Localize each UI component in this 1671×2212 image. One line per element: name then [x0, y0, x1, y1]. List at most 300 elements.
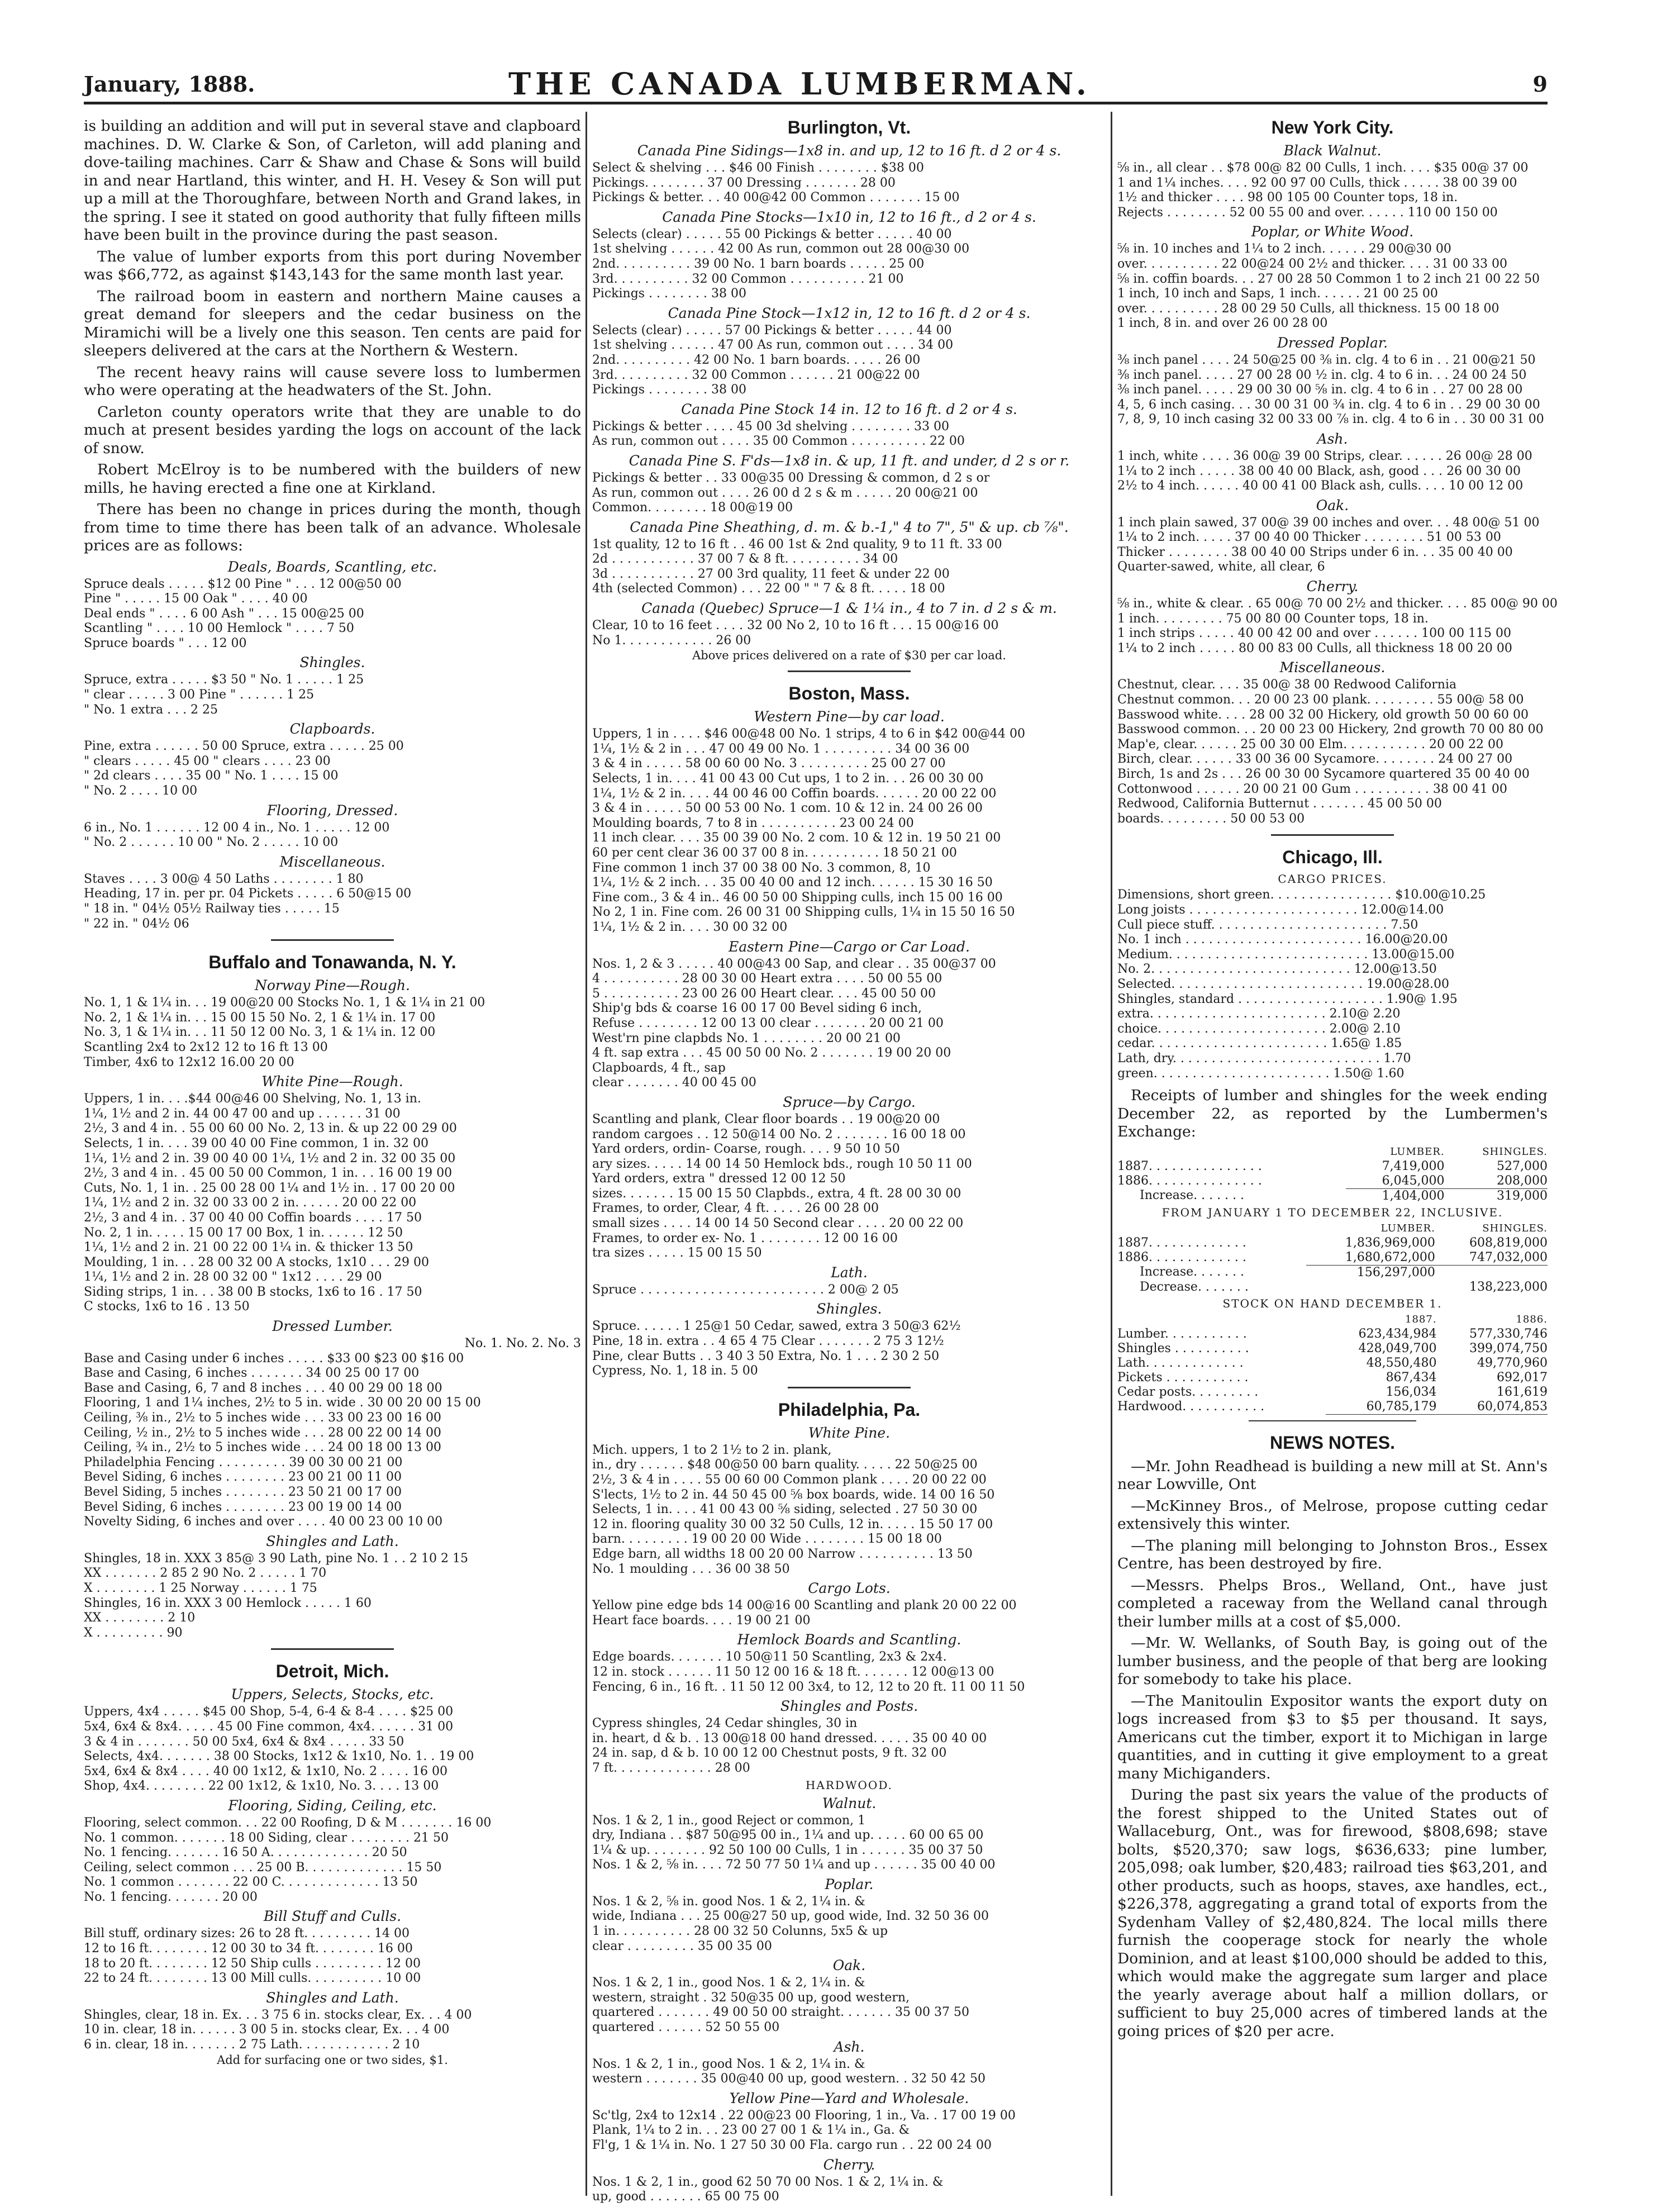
uppers-title: Uppers, Selects, Stocks, etc. — [231, 1686, 434, 1703]
poplar-white-list — [1117, 242, 1548, 331]
price-row: Edge barn, all widths 18 00 20 00 Narrow . . . . . . . . . . 13 50 — [592, 1547, 973, 1561]
price-row: No. 2. . . . . . . . . . . . . . . . . . . . . . . . . . 12.00@13.50 — [1117, 962, 1437, 977]
price-row: Heart face boards. . . . 19 00 21 00 — [592, 1613, 811, 1628]
price-row: clear . . . . . . . 40 00 45 00 — [592, 1076, 756, 1090]
price-row: Cull piece stuff. . . . . . . . . . . . . . . . . . . . . . . 7.50 — [1117, 917, 1418, 932]
b2-title: Canada Pine Stocks—1x10 in, 12 to 16 ft., d 2 or 4 s. — [662, 208, 1036, 225]
price-row: 3rd. . . . . . . . . . 32 00 Common . . . . . . 21 00@22 00 — [592, 368, 920, 382]
price-row: Ceiling, ⅜ in., 2½ to 5 inches wide . . . 33 00 23 00 16 00 — [84, 1411, 441, 1425]
price-row: X . . . . . . . . . 90 — [84, 1625, 183, 1640]
price-row: Scantling " . . . . 10 00 Hemlock " . . . . 7 50 — [84, 621, 354, 636]
price-row: 1¼, 1½ and 2 in. 21 00 22 00 1¼ in. & thicker 13 50 — [84, 1240, 413, 1255]
price-row: 1st quality, 12 to 16 ft . . 46 00 1st & 2nd quality, 9 to 11 ft. 33 00 — [592, 537, 1002, 551]
table-cell: 608,819,000 — [1469, 1235, 1548, 1250]
price-row: Frames, to order ex- No. 1 . . . . . . . . 12 00 16 00 — [592, 1231, 898, 1245]
price-row: Clear, 10 to 16 feet . . . . 32 00 No 2, 10 to 16 ft . . . 15 00@16 00 — [592, 619, 999, 633]
price-row: Bevel Siding, 6 inches . . . . . . . . 23 00 19 00 14 00 — [84, 1500, 402, 1514]
shingles-title: Shingles. — [299, 654, 365, 671]
price-row: No. 3, 1 & 1¼ in. . . 11 50 12 00 No. 3, 1 & 1¼ in. 12 00 — [84, 1025, 436, 1040]
news-paragraph: —Mr. W. Wellanks, of South Bay, is going out of the lumber business, and the people of that berg are looking for somebody to take his place. — [1117, 1634, 1548, 1688]
price-row: Pine, clear Butts . . 3 40 3 50 Extra, No. 1 . . . 2 30 2 50 — [592, 1349, 940, 1363]
norway-list — [84, 996, 581, 1070]
price-row: 6 in. clear, 18 in. . . . . . . 2 75 Lath. . . . . . . . . . . . 2 10 — [84, 2038, 420, 2052]
price-row: Bill stuff, ordinary sizes: 26 to 28 ft. . . . . . . . . 14 00 — [84, 1926, 410, 1941]
price-row: No. 1 common . . . . . . . 22 00 C. . . . . . . . . . . . . 13 50 — [84, 1875, 418, 1890]
price-row: 22 to 24 ft. . . . . . . . 13 00 Mill culls. . . . . . . . . . 10 00 — [84, 1971, 421, 1986]
price-row: Birch, clear. . . . . . 33 00 36 00 Sycamore. . . . . . . . 24 00 27 00 — [1117, 752, 1513, 767]
receipts-increase-lumber: 1,404,000 — [1382, 1188, 1445, 1203]
price-row: " 2d clears . . . . 35 00 " No. 1 . . . . 15 00 — [84, 769, 339, 783]
price-row: cedar. . . . . . . . . . . . . . . . . . . . . . . 1.65@ 1.85 — [1117, 1036, 1402, 1051]
philadelphia-heading: Philadelphia, Pa. — [778, 1399, 921, 1420]
price-row: Pine " . . . . . 15 00 Oak " . . . . 40 00 — [84, 592, 308, 606]
price-row: Yellow pine edge bds 14 00@16 00 Scantling and plank 20 00 22 00 — [592, 1599, 1017, 1613]
price-row: Scantling and plank, Clear floor boards . . 19 00@20 00 — [592, 1112, 940, 1126]
receipts-table — [1117, 1145, 1548, 1203]
price-row: Selects, 1 in. . . . 41 00 43 00 Cut ups, 1 to 2 in. . . 26 00 30 00 — [592, 772, 984, 786]
price-row: Selects, 1 in. . . . 41 00 43 00 ⅝ siding, selected . 27 50 30 00 — [592, 1502, 978, 1517]
b7-list — [592, 619, 1106, 648]
price-row: Spruce boards " . . . 12 00 — [84, 636, 247, 650]
price-row: ⅜ inch panel. . . . . 29 00 30 00 ⅝ in. clg. 4 to 6 in . . 27 00 28 00 — [1117, 383, 1523, 397]
price-row: extra. . . . . . . . . . . . . . . . . . . . . . . 2.10@ 2.20 — [1117, 1007, 1401, 1021]
b5-title: Canada Pine S. F'ds—1x8 in. & up, 11 ft. and under, d 2 s or r. — [629, 452, 1070, 469]
cargo-prices-title: CARGO PRICES. — [1278, 872, 1387, 886]
ny-oak-list — [1117, 516, 1548, 575]
price-row: 2nd. . . . . . . . . . 42 00 No. 1 barn boards. . . . . 26 00 — [592, 353, 921, 367]
b7-title: Canada (Quebec) Spruce—1 & 1¼ in., 4 to 7 in. d 2 s & m. — [641, 600, 1057, 617]
b4-list — [592, 420, 1106, 449]
table-row — [1117, 1342, 1548, 1356]
section-divider — [271, 1648, 394, 1650]
walnut-list — [592, 1814, 1106, 1873]
news-paragraph: During the past six years the value of the products of the forest shipped to the United States out of Wallaceburg, Ont., was for firewood, $808,698; stave bolts, $520,370; saw logs, $636,633; pine lumber, 205,098; oak lumber, $20,483; railroad ties $63,201, and other products, such as hoops, staves, axe handles, ect., $226,378, aggregating a grand total of exports from the Sydenham Valley of $2,480,824. The local mills there furnish the cooperage stock for nearly the whole Dominion, and at least $100,000 should be added to this, which would make the aggregate sum larger and place the yearly average about half a million dollars, or sufficient to buy 25,000 acres of timbered lands at the going prices of $20 per acre. — [1117, 1786, 1548, 2040]
price-row: quartered . . . . . . . 49 00 50 00 straight. . . . . . . 35 00 37 50 — [592, 2005, 969, 2020]
table-cell: 208,000 — [1445, 1174, 1548, 1189]
price-row: up, good . . . . . . . 65 00 75 00 — [592, 2190, 779, 2204]
table-cell: 6,045,000 — [1346, 1174, 1445, 1189]
price-row: green. . . . . . . . . . . . . . . . . . . . . . . 1.50@ 1.60 — [1117, 1066, 1405, 1081]
cherry-list — [592, 2175, 1106, 2205]
price-row: S'lects, 1½ to 2 in. 44 50 45 00 ⅝ box boards, wide. 14 00 16 50 — [592, 1487, 995, 1502]
price-row: Ceiling, select common . . . 25 00 B. . . . . . . . . . . . . 15 50 — [84, 1860, 442, 1875]
table-cell: 1887. . . . . . . . . . . . . — [1117, 1235, 1246, 1250]
price-row: Cypress, No. 1, 18 in. 5 00 — [592, 1364, 758, 1378]
western-pine-list — [592, 727, 1106, 935]
from-increase-label: Increase. . . . . . . — [1140, 1265, 1245, 1279]
table-cell: 577,330,746 — [1469, 1326, 1548, 1341]
price-row: " 18 in. " 04½ 05½ Railway ties . . . . . 15 — [84, 902, 340, 916]
article-paragraph: The recent heavy rains will cause severe loss to lumbermen who were operating at the headwaters of the St. John. — [84, 363, 581, 399]
table-cell: 747,032,000 — [1435, 1250, 1548, 1266]
news-paragraph: —Mr. John Readhead is building a new mill at St. Ann's near Lowville, Ont — [1117, 1457, 1548, 1493]
price-row: Fine com., 3 & 4 in.. 46 00 50 00 Shipping culls, inch 15 00 16 00 — [592, 890, 1003, 905]
b6-title: Canada Pine Sheathing, d. m. & b.-1," 4 to 7", 5" & up. cb ⅞". — [630, 518, 1069, 535]
price-row: Shop, 4x4. . . . . . . . 22 00 1x12, & 1x10, No. 3. . . . 13 00 — [84, 1779, 439, 1794]
price-row: XX . . . . . . . . 2 10 — [84, 1611, 196, 1625]
price-row: Rejects . . . . . . . . 52 00 55 00 and over. . . . . . 110 00 150 00 — [1117, 205, 1498, 220]
dressed-title: Dressed Lumber. — [272, 1318, 393, 1335]
from-col-shingles: SHINGLES. — [1482, 1222, 1548, 1234]
price-row: choice. . . . . . . . . . . . . . . . . . . . . . 2.00@ 2.10 — [1117, 1021, 1401, 1036]
table-cell: 48,550,480 — [1366, 1355, 1437, 1370]
price-row: Nos. 1 & 2, 1 in., good Reject or common, 1 — [592, 1813, 866, 1828]
from-decrease-shingles: 138,223,000 — [1469, 1279, 1548, 1294]
price-row: Ceiling, ¾ in., 2½ to 5 inches wide . . . 24 00 18 00 13 00 — [84, 1440, 441, 1455]
price-row: Pine, extra . . . . . . 50 00 Spruce, extra . . . . . 25 00 — [84, 739, 404, 754]
price-row: ⅜ inch panel . . . . 24 50@25 00 ⅜ in. clg. 4 to 6 in . . 21 00@21 50 — [1117, 353, 1536, 367]
masthead-rule — [84, 102, 1548, 104]
price-row: 12 to 16 ft. . . . . . . . 12 00 30 to 34 ft. . . . . . . . 16 00 — [84, 1942, 413, 1956]
ny-cherry-list — [1117, 597, 1558, 656]
price-row: Uppers, 4x4 . . . . . $45 00 Shop, 5-4, 6-4 & 8-4 . . . . $25 00 — [84, 1705, 454, 1719]
detroit-shingles-list — [84, 2008, 581, 2053]
price-row: quartered . . . . . . 52 50 55 00 — [592, 2020, 780, 2035]
price-row: Fencing, 6 in., 16 ft. . 11 50 12 00 3x4, to 12, 12 to 20 ft. 11 00 11 50 — [592, 1680, 1025, 1694]
shingles-posts-list — [592, 1716, 1106, 1776]
article-paragraph: There has been no change in prices during the month, though from time to time there has been talk of an advance. Wholesale prices are as follows: — [84, 501, 581, 554]
price-row: 12 in. stock . . . . . . 11 50 12 00 16 & 18 ft. . . . . . . 12 00@13 00 — [592, 1664, 994, 1679]
shingles-lath-title: Shingles and Lath. — [266, 1533, 399, 1549]
price-row: 1½ and thicker . . . . 98 00 105 00 Counter tops, 18 in. — [1117, 191, 1458, 205]
table-cell: 867,434 — [1386, 1370, 1437, 1385]
issue-date: January, 1888. — [84, 72, 255, 97]
price-row: 5x4, 6x4 & 8x4. . . . . 45 00 Fine common, 4x4. . . . . . 31 00 — [84, 1719, 454, 1734]
buffalo-heading: Buffalo and Tonawanda, N. Y. — [208, 952, 456, 973]
price-row: Spruce. . . . . . 1 25@1 50 Cedar, sawed, extra 3 50@3 62½ — [592, 1319, 961, 1334]
price-row: sizes. . . . . . . 15 00 15 50 Clapbds., extra, 4 ft. 28 00 30 00 — [592, 1186, 961, 1201]
price-row: Nos. 1 & 2, 1 in., good 62 50 70 00 Nos. 1 & 2, 1¼ in. & — [592, 2175, 944, 2189]
table-cell: Lumber. . . . . . . . . . . — [1117, 1326, 1247, 1341]
chicago-heading: Chicago, Ill. — [1282, 847, 1383, 868]
article-paragraph: Carleton county operators write that they are unable to do much at present besides yarding the logs on account of the lack of snow. — [84, 403, 581, 457]
price-row: Base and Casing, 6 inches . . . . . . . 34 00 25 00 17 00 — [84, 1366, 420, 1381]
price-row: No. 2, 1 & 1¼ in. . . 15 00 15 50 No. 2, 1 & 1¼ in. 17 00 — [84, 1010, 436, 1025]
price-row: Uppers, 1 in . . . . $46 00@48 00 No. 1 strips, 4 to 6 in $42 00@44 00 — [592, 727, 1025, 741]
price-row: 1¼, 1½ & 2 inch. . . 35 00 40 00 and 12 inch. . . . . . 15 30 16 50 — [592, 876, 993, 890]
price-row: " 22 in. " 04½ 06 — [84, 916, 189, 931]
table-cell: 1886. . . . . . . . . . . . . . . — [1117, 1173, 1262, 1188]
newspaper-title: THE CANADA LUMBERMAN. — [508, 66, 1091, 102]
price-row: No. 1 fencing. . . . . . . 16 50 A. . . . . . . . . . . . . 20 50 — [84, 1845, 407, 1860]
price-row: C stocks, 1x6 to 16 . 13 50 — [84, 1300, 250, 1314]
price-row: 1¼ to 2 inch . . . . . 38 00 40 00 Black, ash, good . . . 26 00 30 00 — [1117, 464, 1521, 478]
price-row: barn. . . . . . . . . 19 00 20 00 Wide . . . . . . . . 15 00 18 00 — [592, 1532, 942, 1547]
price-row: Nos. 1 & 2, ⅝ in. . . . 72 50 77 50 1¼ and up . . . . . . 35 00 40 00 — [592, 1858, 996, 1872]
from-increase-shingles — [1435, 1265, 1548, 1280]
price-row: As run, common out . . . . 35 00 Common . . . . . . . . . . 22 00 — [592, 434, 965, 449]
price-row: 1¼, 1½ & 2 in. . . . 30 00 32 00 — [592, 920, 788, 934]
price-row: Refuse . . . . . . . . 12 00 13 00 clear . . . . . . . 20 00 21 00 — [592, 1016, 944, 1030]
price-row: Ship'g bds & coarse 16 00 17 00 Bevel siding 6 inch, — [592, 1001, 922, 1016]
section-divider — [788, 670, 911, 672]
receipts-text: Receipts of lumber and shingles for the week ending December 22, as reported by the Lumbermen's Exchange: — [1117, 1087, 1548, 1141]
spruce-cargo-list — [592, 1112, 1106, 1261]
price-row: Map'e, clear. . . . . . 25 00 30 00 Elm. . . . . . . . . . . 20 00 22 00 — [1117, 737, 1504, 751]
price-row: 1¼, 1½ and 2 in. 39 00 40 00 1¼, 1½ and 2 in. 32 00 35 00 — [84, 1151, 456, 1166]
price-row: Dimensions, short green. . . . . . . . . . . . . . . . $10.00@10.25 — [1117, 888, 1486, 902]
from-january-title: FROM JANUARY 1 TO DECEMBER 22, INCLUSIVE. — [1161, 1205, 1503, 1219]
price-row: Shingles, clear, 18 in. Ex. . . 3 75 6 in. stocks clear, Ex. . . 4 00 — [84, 2008, 472, 2022]
masthead — [84, 66, 1548, 102]
price-row: in., dry . . . . . . $48 00@50 00 barn quality. . . . . 22 50@25 00 — [592, 1458, 978, 1472]
price-row: 2½, 3 and 4 in. . 45 00 50 00 Common, 1 in. . . 16 00 19 00 — [84, 1166, 453, 1181]
price-row: Deal ends " . . . . 6 00 Ash " . . . 15 00@25 00 — [84, 606, 364, 621]
price-row: 5x4, 6x4 & 8x4 . . . . 40 00 1x12, & 1x10, No. 2 . . . . 16 00 — [84, 1764, 448, 1778]
yellow-pine-list — [592, 2109, 1106, 2153]
price-row: 1 inch, 10 inch and Saps, 1 inch. . . . . . 21 00 25 00 — [1117, 287, 1438, 301]
price-row: 2d . . . . . . . . . . . 37 00 7 & 8 ft. . . . . . . . . . 34 00 — [592, 552, 898, 567]
deals-title: Deals, Boards, Scantling, etc. — [227, 558, 437, 575]
from-col-lumber: LUMBER. — [1380, 1222, 1435, 1234]
spruce-cargo-title: Spruce—by Cargo. — [783, 1093, 916, 1110]
price-row: 10 in. clear, 18 in. . . . . . 3 00 5 in. stocks clear, Ex. . . 4 00 — [84, 2023, 450, 2037]
shingles-lath-list — [84, 1552, 581, 1641]
price-row: 4 ft. sap extra . . . 45 00 50 00 No. 2 . . . . . . . 19 00 20 00 — [592, 1046, 951, 1060]
price-row: random cargoes . . 12 50@14 00 No. 2 . . . . . . . 16 00 18 00 — [592, 1127, 966, 1141]
table-cell: Lath. . . . . . . . . . . . . — [1117, 1355, 1244, 1370]
price-row: 1¼, 1½ and 2 in. 32 00 33 00 2 in. . . . . . 20 00 22 00 — [84, 1196, 417, 1210]
price-row: clear . . . . . . . . . 35 00 35 00 — [592, 1939, 772, 1953]
price-row: wide, Indiana . . . 25 00@27 50 up, good wide, Ind. 32 50 36 00 — [592, 1909, 989, 1924]
price-row: Pickings . . . . . . . . 38 00 — [592, 383, 746, 397]
price-row: Selects, 4x4. . . . . . . 38 00 Stocks, 1x12 & 1x10, No. 1. . 19 00 — [84, 1749, 474, 1764]
burlington-note: Above prices delivered on a rate of $30 per car load. — [692, 649, 1006, 663]
section-divider — [1271, 834, 1394, 836]
table-cell: 527,000 — [1497, 1159, 1548, 1173]
from-increase-lumber: 156,297,000 — [1356, 1265, 1435, 1279]
price-row: Lath, dry. . . . . . . . . . . . . . . . . . . . . . . . . . . 1.70 — [1117, 1051, 1411, 1065]
price-row: 2½, 3 and 4 in. . 37 00 40 00 Coffin boards . . . . 17 50 — [84, 1210, 422, 1225]
price-row: Chestnut, clear. . . . 35 00@ 38 00 Redwood California — [1117, 678, 1457, 692]
ny-oak-title: Oak. — [1316, 497, 1349, 513]
price-row: 1¼, 1½ & 2 in. . . . 44 00 46 00 Coffin boards. . . . . . 20 00 22 00 — [592, 786, 997, 801]
price-row: Spruce . . . . . . . . . . . . . . . . . . . . . . . . 2 00@ 2 05 — [592, 1282, 899, 1297]
price-row: western . . . . . . . 35 00@40 00 up, good western. . 32 50 42 50 — [592, 2072, 986, 2086]
price-row: Clapboards, 4 ft., sap — [592, 1060, 726, 1075]
b1-list — [592, 161, 1106, 206]
misc-title: Miscellaneous. — [279, 853, 385, 870]
price-row: 3 & 4 in . . . . . 50 00 53 00 No. 1 com. 10 & 12 in. 24 00 26 00 — [592, 801, 983, 816]
price-row: No. 2, 1 in. . . . . 15 00 17 00 Box, 1 in. . . . . . 12 50 — [84, 1225, 403, 1240]
b5-list — [592, 471, 1106, 516]
hemlock-title: Hemlock Boards and Scantling. — [737, 1631, 961, 1648]
news-paragraph: —The planing mill belonging to Johnston Bros., Essex Centre, has been destroyed by fire. — [1117, 1536, 1548, 1573]
price-row: 1 and 1¼ inches. . . . 92 00 97 00 Culls, thick . . . . . 38 00 39 00 — [1117, 175, 1517, 190]
price-row: Cuts, No. 1, 1 in. . 25 00 28 00 1¼ and 1½ in. . 17 00 20 00 — [84, 1181, 455, 1195]
table-row — [1117, 1400, 1548, 1415]
price-row: Pickings & better. . . 40 00@42 00 Common . . . . . . . 15 00 — [592, 191, 960, 205]
table-cell: 428,049,700 — [1358, 1341, 1437, 1355]
price-row: 11 inch clear. . . . 35 00 39 00 No. 2 com. 10 & 12 in. 19 50 21 00 — [592, 831, 1001, 845]
price-row: tra sizes . . . . . 15 00 15 50 — [592, 1246, 762, 1260]
oak-title: Oak. — [832, 1957, 866, 1974]
b1-title: Canada Pine Sidings—1x8 in. and up, 12 to 16 ft. d 2 or 4 s. — [637, 142, 1061, 159]
ny-ash-list — [1117, 449, 1548, 494]
whitepine-title: White Pine—Rough. — [261, 1073, 403, 1090]
price-row: Spruce deals . . . . . $12 00 Pine " . . . 12 00@50 00 — [84, 577, 402, 591]
price-row: Pickings & better . . . . 45 00 3d shelving . . . . . . . . 33 00 — [592, 419, 950, 434]
price-row: 1 inch, white . . . . 36 00@ 39 00 Strips, clear. . . . . . 26 00@ 28 00 — [1117, 449, 1532, 463]
flooring-title: Flooring, Dressed. — [266, 802, 398, 819]
lath-title: Lath. — [831, 1264, 868, 1281]
section-divider — [271, 939, 394, 941]
table-row — [1117, 1385, 1548, 1400]
article-paragraph: is building an addition and will put in several stave and clapboard machines. D. W. Clarke & Son, of Carleton, will add planing and dove-tailing machines. Carr & Shaw and Chase & Sons will build in and near Hartland, this winter, and H. H. Vesey & Son will put up a mill at the Thoroughfare, between North and Grand lakes, in the spring. I see it stated on good authority that fully fifteen mills have been built in the province during the past season. — [84, 117, 581, 244]
shingles-list — [84, 673, 581, 717]
norway-title: Norway Pine—Rough. — [255, 977, 410, 994]
price-row: Heading, 17 in. per pr. 04 Pickets . . . . . 6 50@15 00 — [84, 887, 412, 901]
poplar-title: Poplar. — [825, 1876, 874, 1892]
price-row: Basswood common. . . 20 00 23 00 Hickery, 2nd growth 70 00 80 00 — [1117, 722, 1544, 737]
from-january-table — [1117, 1221, 1548, 1295]
cargo-prices-list — [1117, 888, 1548, 1081]
price-row: small sizes . . . . 14 00 14 50 Second clear . . . . 20 00 22 00 — [592, 1216, 964, 1231]
dressed-col-header: No. 1. No. 2. No. 3 — [464, 1336, 581, 1351]
clapboards-title: Clapboards. — [289, 721, 375, 738]
cargo-lots-title: Cargo Lots. — [808, 1580, 891, 1597]
column-rule-2 — [1111, 112, 1112, 2196]
price-row: Spruce, extra . . . . . $3 50 " No. 1 . . . . . 1 25 — [84, 673, 364, 687]
table-cell: Hardwood. . . . . . . . . . . — [1117, 1399, 1265, 1414]
western-pine-title: Western Pine—by car load. — [754, 708, 945, 725]
table-cell: 1887. . . . . . . . . . . . . . . — [1117, 1159, 1262, 1173]
ash-list — [592, 2057, 1106, 2087]
price-row: Scantling 2x4 to 2x12 12 to 16 ft 13 00 — [84, 1040, 328, 1054]
intro-paragraphs — [84, 117, 581, 555]
price-row: " clear . . . . . 3 00 Pine " . . . . . . 1 25 — [84, 688, 315, 702]
price-row: Cottonwood . . . . . . 20 00 21 00 Gum . . . . . . . . . . 38 00 41 00 — [1117, 782, 1507, 796]
price-row: Philadelphia Fencing . . . . . . . . . 39 00 30 00 21 00 — [84, 1455, 403, 1469]
boston-shingles-list — [592, 1319, 1106, 1378]
price-row: 1¼, 1½ & 2 in . . . 47 00 49 00 No. 1 . . . . . . . . . 34 00 36 00 — [592, 741, 970, 756]
price-row: Selected. . . . . . . . . . . . . . . . . . . . . . . . . 19.00@28.00 — [1117, 977, 1450, 991]
price-row: ⅜ inch panel. . . . . 27 00 28 00 ½ in. clg. 4 to 6 in. . . 24 00 24 50 — [1117, 368, 1527, 382]
price-row: in. heart, d & b. . 13 00@18 00 hand dressed. . . . . 35 00 40 00 — [592, 1731, 987, 1745]
eastern-pine-title: Eastern Pine—Cargo or Car Load. — [729, 938, 970, 955]
price-row: Pickings . . . . . . . . 38 00 — [592, 287, 746, 301]
price-row: Base and Casing, 6, 7 and 8 inches . . . 40 00 29 00 18 00 — [84, 1381, 442, 1395]
price-row: Bevel Siding, 6 inches . . . . . . . . 23 00 21 00 11 00 — [84, 1470, 402, 1485]
misc-list — [84, 872, 581, 931]
table-row — [1117, 1159, 1548, 1174]
price-row: Common. . . . . . . . 18 00@19 00 — [592, 501, 793, 515]
column-1 — [84, 117, 581, 2196]
price-row: No. 1, 1 & 1¼ in. . . 19 00@20 00 Stocks No. 1, 1 & 1¼ in 21 00 — [84, 996, 485, 1010]
table-cell: 7,419,000 — [1382, 1159, 1445, 1173]
poplar-list — [592, 1895, 1106, 1954]
price-row: 1¼, 1½ and 2 in. 44 00 47 00 and up . . . . . . 31 00 — [84, 1106, 401, 1121]
price-row: Flooring, select common. . . 22 00 Roofing, D & M . . . . . . . 16 00 — [84, 1815, 492, 1830]
detroit-heading: Detroit, Mich. — [275, 1661, 389, 1682]
section-divider — [788, 1387, 911, 1388]
price-row: 1¼ to 2 inch. . . . . 37 00 40 00 Thicker . . . . . . . . 51 00 53 00 — [1117, 530, 1501, 545]
price-row: 1¼, 1½ and 2 in. 28 00 32 00 " 1x12 . . . . 29 00 — [84, 1270, 382, 1285]
price-row: Selects (clear) . . . . . 55 00 Pickings & better . . . . . 40 00 — [592, 227, 952, 241]
price-row: 4th (selected Common) . . . 22 00 " " 7 & 8 ft. . . . . 18 00 — [592, 582, 945, 596]
price-row: 1 inch. . . . . . . . . 75 00 80 00 Counter tops, 18 in. — [1117, 611, 1429, 626]
black-walnut-title: Black Walnut. — [1283, 142, 1382, 159]
b3-list — [592, 324, 1106, 398]
oak-list — [592, 1976, 1106, 2035]
price-row: ary sizes. . . . . 14 00 14 50 Hemlock bds., rough 10 50 11 00 — [592, 1157, 972, 1171]
price-row: Birch, 1s and 2s . . . 26 00 30 00 Sycamore quartered 35 00 40 00 — [1117, 767, 1530, 781]
price-row: Shingles, 18 in. XXX 3 85@ 3 90 Lath, pine No. 1 . . 2 10 2 15 — [84, 1551, 469, 1566]
price-row: 4 . . . . . . . . . . 28 00 30 00 Heart extra . . . . 50 00 55 00 — [592, 972, 942, 986]
from-decrease-label: Decrease. . . . . . . — [1140, 1279, 1249, 1294]
table-cell: Cedar posts. . . . . . . . . — [1117, 1385, 1259, 1399]
cargo-lots-list — [592, 1599, 1106, 1628]
table-cell: 399,074,750 — [1469, 1341, 1548, 1355]
flooring-list — [84, 821, 581, 850]
receipts-increase-label: Increase. . . . . . . — [1140, 1188, 1245, 1203]
price-row: 2nd. . . . . . . . . . 39 00 No. 1 barn boards . . . . . 25 00 — [592, 256, 925, 271]
price-row: 1 inch plain sawed, 37 00@ 39 00 inches and over. . . 48 00@ 51 00 — [1117, 515, 1540, 530]
price-row: Base and Casing under 6 inches . . . . . $33 00 $23 00 $16 00 — [84, 1351, 464, 1366]
price-row: Medium. . . . . . . . . . . . . . . . . . . . . . . . . . 13.00@15.00 — [1117, 947, 1455, 962]
price-row: 1 in. . . . . . . . . . 28 00 32 50 Colunns, 5x5 & up — [592, 1924, 888, 1939]
table-cell: 60,074,853 — [1437, 1400, 1548, 1415]
price-row: 1 inch strips . . . . . 40 00 42 00 and over . . . . . . 100 00 115 00 — [1117, 626, 1512, 641]
price-row: No. 1 moulding . . . 36 00 38 50 — [592, 1562, 790, 1576]
detroit-flooring-title: Flooring, Siding, Ceiling, etc. — [228, 1797, 437, 1814]
shingles-posts-title: Shingles and Posts. — [780, 1698, 918, 1715]
price-row: over. . . . . . . . . . 22 00@24 00 2½ and thicker. . . . 31 00 33 00 — [1117, 256, 1508, 271]
table-cell: 1,680,672,000 — [1306, 1250, 1435, 1266]
boston-heading: Boston, Mass. — [788, 683, 910, 704]
ny-ash-title: Ash. — [1317, 430, 1348, 447]
hardwood-title: HARDWOOD. — [805, 1778, 893, 1792]
price-row: 1st shelving . . . . . . 47 00 As run, common out . . . . 34 00 — [592, 338, 954, 353]
poplar-white-title: Poplar, or White Wood. — [1251, 223, 1414, 240]
price-row: 3 & 4 in . . . . . . . 50 00 5x4, 6x4 & 8x4 . . . . . 33 50 — [84, 1734, 404, 1749]
dressed-poplar-list — [1117, 353, 1548, 427]
price-row: ⅝ in. coffin boards. . . 27 00 28 50 Common 1 to 2 inch 21 00 22 50 — [1117, 272, 1540, 286]
table-cell: 161,619 — [1497, 1385, 1548, 1399]
stock-on-hand-title: STOCK ON HAND DECEMBER 1. — [1222, 1296, 1443, 1310]
receipts-increase-shingles: 319,000 — [1497, 1188, 1548, 1203]
cherry-title: Cherry. — [823, 2156, 875, 2173]
ny-misc-title: Miscellaneous. — [1279, 659, 1386, 676]
price-row: ⅝ in., all clear . . $78 00@ 82 00 Culls, 1 inch. . . . $35 00@ 37 00 — [1117, 161, 1529, 175]
price-row: Selects (clear) . . . . . 57 00 Pickings & better . . . . . 44 00 — [592, 323, 952, 337]
price-row: Quarter-sawed, white, all clear, 6 — [1117, 560, 1325, 574]
bill-stuff-title: Bill Stuff and Culls. — [263, 1908, 402, 1925]
dressed-list — [84, 1352, 581, 1530]
price-row: " No. 2 . . . . 10 00 — [84, 784, 198, 798]
price-row: Uppers, 1 in. . . .$44 00@46 00 Shelving, No. 1, 13 in. — [84, 1092, 421, 1106]
price-row: " No. 2 . . . . . . 10 00 " No. 2 . . . . . 10 00 — [84, 835, 339, 850]
article-paragraph: The value of lumber exports from this port during November was $66,772, as against $143,143 for the same month last year. — [84, 248, 581, 283]
price-row: Pickings. . . . . . . . 37 00 Dressing . . . . . . . 28 00 — [592, 175, 896, 190]
column-2 — [592, 117, 1106, 2204]
price-row: ⅝ in. 10 inches and 1¼ to 2 inch. . . . . . 29 00@30 00 — [1117, 242, 1451, 256]
table-row — [1117, 1250, 1548, 1266]
b6-list — [592, 537, 1106, 597]
stock-col-1887: 1887. — [1405, 1313, 1437, 1325]
stock-table — [1117, 1312, 1548, 1415]
price-row: Redwood, California Butternut . . . . . . . 45 00 50 00 — [1117, 797, 1442, 811]
price-row: Yard orders, extra " dressed 12 00 12 50 — [592, 1172, 846, 1186]
price-row: Edge boards. . . . . . . 10 50@11 50 Scantling, 2x3 & 2x4. — [592, 1650, 947, 1664]
price-row: 7, 8, 9, 10 inch casing 32 00 33 00 ⅞ in. clg. 4 to 6 in . . 30 00 31 00 — [1117, 412, 1544, 427]
price-row: 5 . . . . . . . . . . 23 00 26 00 Heart clear. . . . 45 00 50 00 — [592, 986, 936, 1001]
price-row: 1¼ to 2 inch . . . . . 80 00 83 00 Culls, all thickness 18 00 20 00 — [1117, 641, 1512, 655]
news-notes-heading: NEWS NOTES. — [1269, 1432, 1395, 1453]
article-paragraph: Robert McElroy is to be numbered with the builders of new mills, he having erected a fine one at Kirkland. — [84, 461, 581, 497]
price-row: Pine, 18 in. extra . . 4 65 4 75 Clear . . . . . . . 2 75 3 12½ — [592, 1334, 944, 1349]
price-row: 4, 5, 6 inch casing. . . 30 00 31 00 ¾ in. clg. 4 to 6 in . . 29 00 30 00 — [1117, 397, 1540, 412]
